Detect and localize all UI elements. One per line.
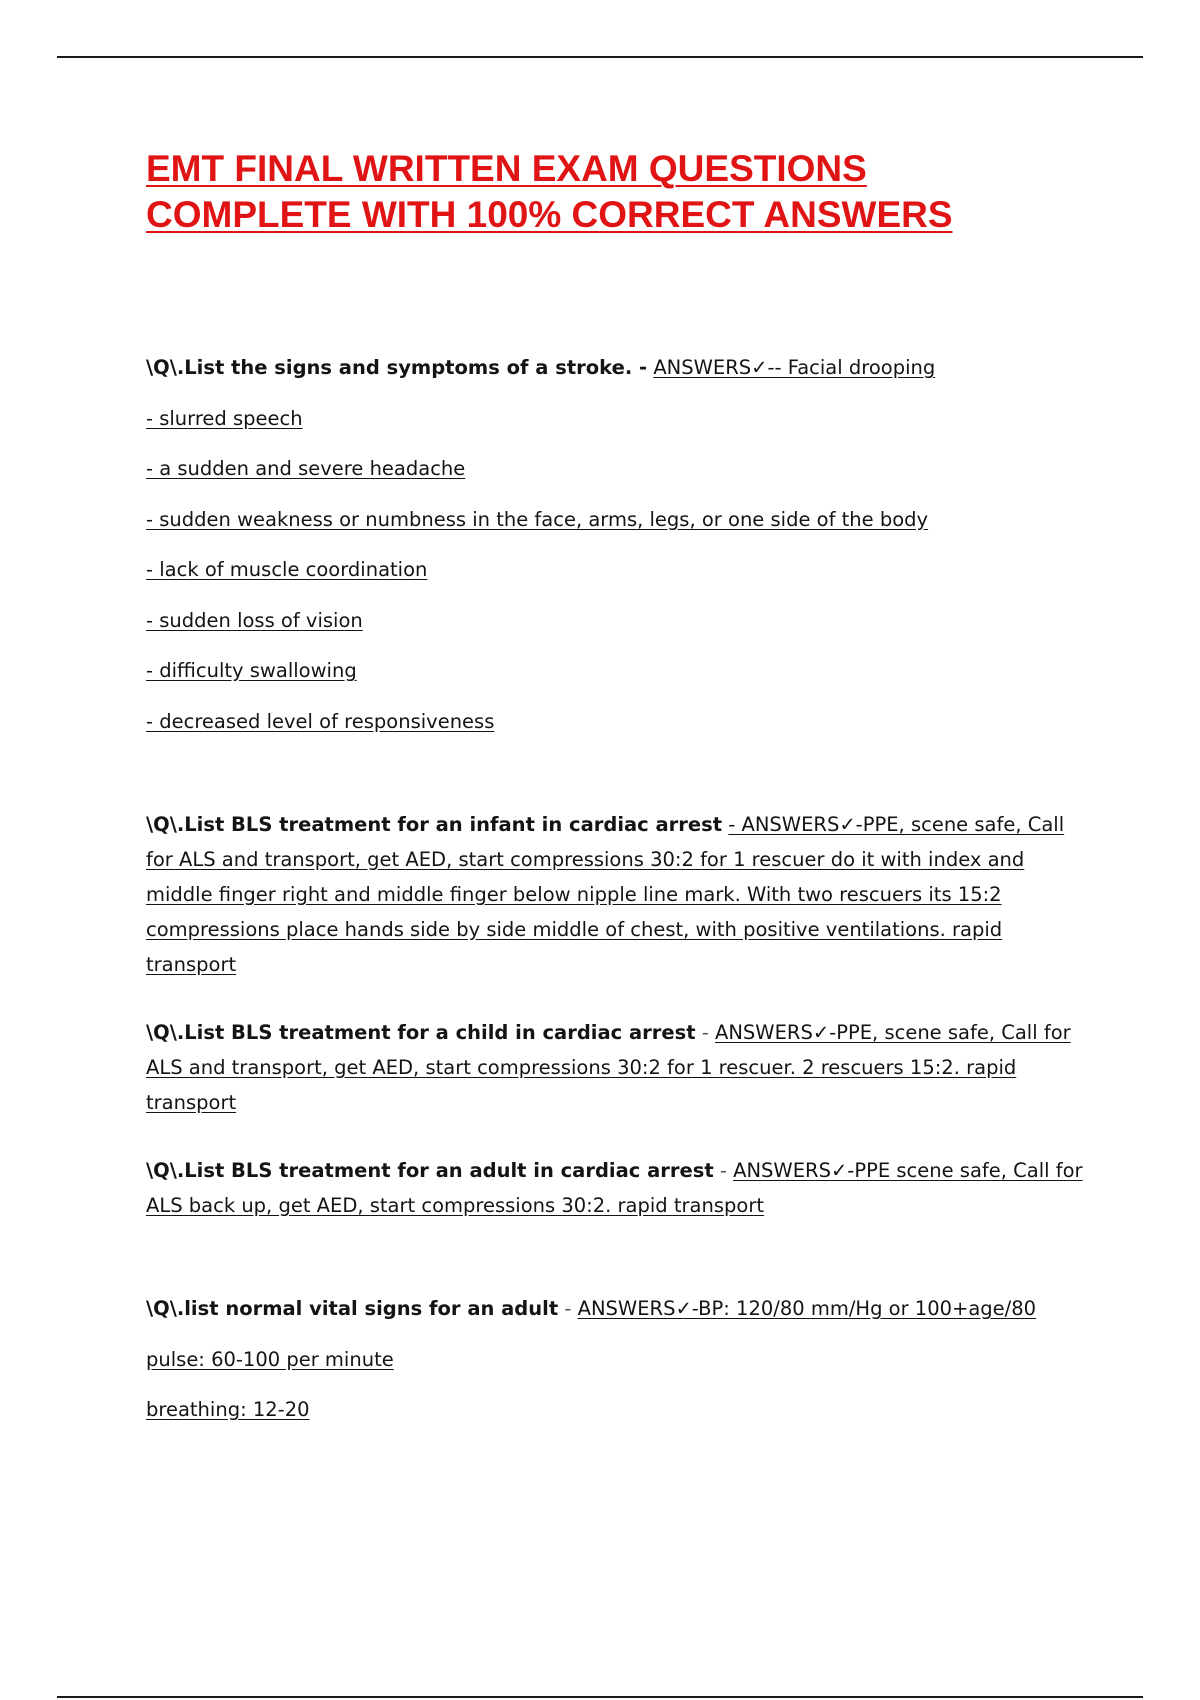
q1-question: \Q\.List the signs and symptoms of a stroke. -	[146, 356, 648, 379]
q2-question: \Q\.List BLS treatment for an infant in cardiac arrest	[146, 813, 723, 836]
q5-item: breathing: 12-20	[146, 1398, 310, 1421]
q1-answer-head: ANSWERS✓-- Facial drooping	[653, 356, 936, 379]
q1-heading	[146, 355, 935, 381]
q4-block	[146, 1153, 1086, 1223]
q2-block	[146, 807, 1086, 982]
q1-item: - difficulty swallowing	[146, 659, 357, 682]
q3-separator: -	[701, 1021, 709, 1044]
q4-answer: ANSWERS✓-PPE scene safe, Call for ALS back up, get AED, start compressions 30:2. rapid transport	[146, 1159, 1083, 1217]
title-line-2: COMPLETE WITH 100% CORRECT ANSWERS	[146, 194, 953, 235]
q3-question: \Q\.List BLS treatment for a child in cardiac arrest	[146, 1021, 696, 1044]
q1-item: - lack of muscle coordination	[146, 558, 428, 581]
q2-answer: - ANSWERS✓-PPE, scene safe, Call for ALS and transport, get AED, start compressions 30:2 for 1 rescuer do it with index and middle finger right and middle finger below nipple line mark. With two rescuers its 15:2 compressions place hands side by side middle of chest, with positive ventilations. rapid transport	[146, 813, 1065, 976]
header-rule	[57, 56, 1143, 58]
q3-answer: ANSWERS✓-PPE, scene safe, Call for ALS and transport, get AED, start compressions 30:2 for 1 rescuer. 2 rescuers 15:2. rapid transport	[146, 1021, 1071, 1114]
q1-item: - slurred speech	[146, 407, 303, 430]
title-line-1: EMT FINAL WRITTEN EXAM QUESTIONS	[146, 148, 867, 189]
q4-separator: -	[719, 1159, 727, 1182]
q4-question: \Q\.List BLS treatment for an adult in cardiac arrest	[146, 1159, 714, 1182]
q1-item: - a sudden and severe headache	[146, 457, 466, 480]
footer-rule	[57, 1696, 1143, 1698]
q3-block	[146, 1015, 1086, 1120]
q1-item: - decreased level of responsiveness	[146, 710, 495, 733]
q5-separator: -	[564, 1297, 572, 1320]
q5-question: \Q\.list normal vital signs for an adult	[146, 1297, 559, 1320]
q5-heading	[146, 1296, 1036, 1322]
q5-item: pulse: 60-100 per minute	[146, 1348, 394, 1371]
q1-item: - sudden loss of vision	[146, 609, 363, 632]
document-title	[146, 146, 1106, 238]
q1-item: - sudden weakness or numbness in the face, arms, legs, or one side of the body	[146, 508, 929, 531]
q5-answer-head: ANSWERS✓-BP: 120/80 mm/Hg or 100+age/80	[577, 1297, 1037, 1320]
